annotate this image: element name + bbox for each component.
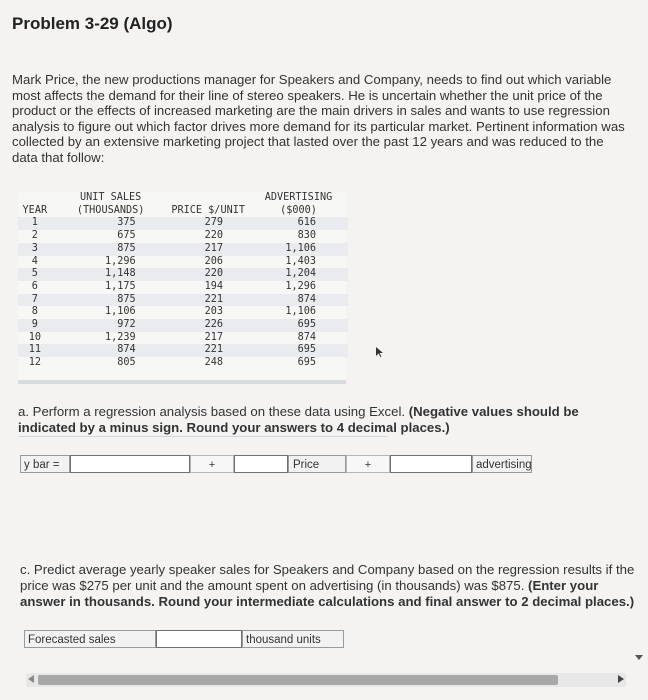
cell-year: 7: [18, 294, 52, 307]
cell-adv: 1,106: [285, 306, 316, 318]
cell-units: 375: [52, 217, 170, 230]
cell-year: 10: [28, 331, 41, 343]
table-row: [18, 217, 348, 230]
cell-price: 206: [204, 255, 223, 267]
cell-adv: 874: [297, 331, 316, 343]
cell-adv: 695: [297, 357, 316, 369]
cell-year: 1: [18, 217, 52, 230]
scrollbar-thumb[interactable]: [38, 675, 558, 685]
cell-units: 1,106: [104, 306, 136, 318]
cell-units: 875: [52, 243, 170, 256]
price-coef-input[interactable]: [234, 455, 288, 473]
cell-units: 675: [117, 230, 136, 242]
cell-year: 4: [31, 255, 38, 267]
table-row: [18, 319, 348, 332]
part-a-text: a. Perform a regression analysis based on these data using Excel.: [18, 404, 406, 419]
header-year: [18, 192, 52, 205]
scroll-right-arrow-icon[interactable]: [616, 673, 626, 687]
part-c-instruction: (Enter your answer in thousands. Round your intermediate calculations and final answer to 2 decimal places.): [20, 578, 635, 609]
cell-units: 1,296: [104, 255, 136, 267]
plus-sign-2: +: [346, 455, 390, 473]
horizontal-scrollbar[interactable]: [26, 673, 626, 687]
table-row: [18, 281, 348, 294]
cell-adv: 1,106: [249, 243, 348, 256]
cell-adv: 1,204: [249, 268, 348, 281]
cell-year: 8: [31, 306, 38, 318]
part-a-instruction: (Negative values should be indicated by a minus sign. Round your answers to 4 decimal places.): [18, 404, 579, 435]
forecast-input[interactable]: [156, 630, 242, 648]
cell-price: 203: [204, 306, 223, 318]
cell-adv: 695: [249, 344, 348, 357]
cell-adv: 830: [297, 230, 316, 242]
cell-year: 9: [18, 319, 52, 332]
cell-year: 3: [18, 243, 52, 256]
cell-price: 226: [170, 319, 249, 332]
data-table: [18, 192, 346, 384]
table-row: [18, 294, 348, 307]
cell-adv: 874: [249, 294, 348, 307]
advertising-coef-input[interactable]: [390, 455, 472, 473]
cell-price: 279: [170, 217, 249, 230]
part-a-question: [18, 404, 638, 436]
mouse-cursor-icon: [376, 347, 384, 357]
table-row: [18, 357, 348, 370]
cell-units: 1,239: [104, 331, 136, 343]
scroll-left-arrow-icon[interactable]: [26, 673, 36, 687]
cell-units: 874: [52, 344, 170, 357]
header-units-line1: UNIT SALES: [79, 192, 142, 203]
regression-equation-row: [20, 455, 532, 475]
cell-price: 217: [170, 243, 249, 256]
cell-price: 220: [170, 268, 249, 281]
part-c-text: c. Predict average yearly speaker sales for Speakers and Company based on the regression results if the price was $275 per unit and the amount spent on advertising (in thousands) was $875.: [20, 562, 635, 593]
cell-year: 6: [31, 280, 38, 292]
cell-price: 217: [204, 331, 223, 343]
focus-underline: [18, 436, 388, 437]
cell-year: 12: [28, 357, 41, 369]
table-row: [18, 332, 348, 345]
cell-price: 194: [204, 280, 223, 292]
thousand-units-label: thousand units: [242, 630, 344, 648]
header-price: PRICE $/UNIT: [171, 204, 245, 216]
header-price-blank: [170, 192, 249, 205]
problem-statement: Mark Price, the new productions manager for Speakers and Company, needs to find out which variable most affects the demand for their line of stereo speakers. He is uncertain whether the unit price of the product or the effects of increased marketing are the main drivers in sales and wants to use regression analysis to figure out which factor drives more demand for its particular market. Pertinent information was collected by an extensive marketing project that lasted over the past 12 years and was reduced to the data that follow:: [12, 72, 625, 165]
cell-year: 11: [18, 344, 52, 357]
cell-price: 221: [170, 344, 249, 357]
header-units-line2: (THOUSANDS): [76, 204, 145, 216]
cell-adv: 1,403: [285, 255, 316, 267]
cell-units: 805: [117, 357, 136, 369]
cell-units: 875: [52, 294, 170, 307]
table-row: [18, 268, 348, 281]
cell-adv: 695: [249, 319, 348, 332]
table-row: [18, 344, 348, 357]
advertising-label: advertising: [472, 455, 532, 473]
cell-adv: 1,296: [285, 280, 316, 292]
header-adv-line1: ADVERTISING: [264, 192, 333, 203]
cell-units: 1,148: [52, 268, 170, 281]
part-c-question: [20, 562, 640, 610]
plus-sign-1: +: [190, 455, 234, 473]
ybar-label: y bar =: [20, 455, 70, 473]
cell-price: 221: [170, 294, 249, 307]
header-adv-line2: ($000): [280, 204, 317, 216]
scroll-down-arrow-icon[interactable]: [634, 653, 644, 665]
page-title: Problem 3-29 (Algo): [12, 14, 173, 33]
cell-units: 972: [52, 319, 170, 332]
intercept-input[interactable]: [70, 455, 190, 473]
cell-price: 220: [204, 230, 223, 242]
forecast-label: Forecasted sales: [24, 630, 156, 648]
cell-year: 5: [18, 268, 52, 281]
cell-adv: 616: [249, 217, 348, 230]
header-year-label: YEAR: [22, 204, 48, 216]
cell-units: 1,175: [104, 280, 136, 292]
price-label: Price: [288, 455, 346, 473]
table-row: [18, 243, 348, 256]
table-row: [18, 230, 348, 243]
cell-year: 2: [31, 230, 38, 242]
table-row: [18, 306, 348, 319]
forecast-row: [24, 630, 344, 650]
cell-price: 248: [204, 357, 223, 369]
table-row: [18, 256, 348, 269]
